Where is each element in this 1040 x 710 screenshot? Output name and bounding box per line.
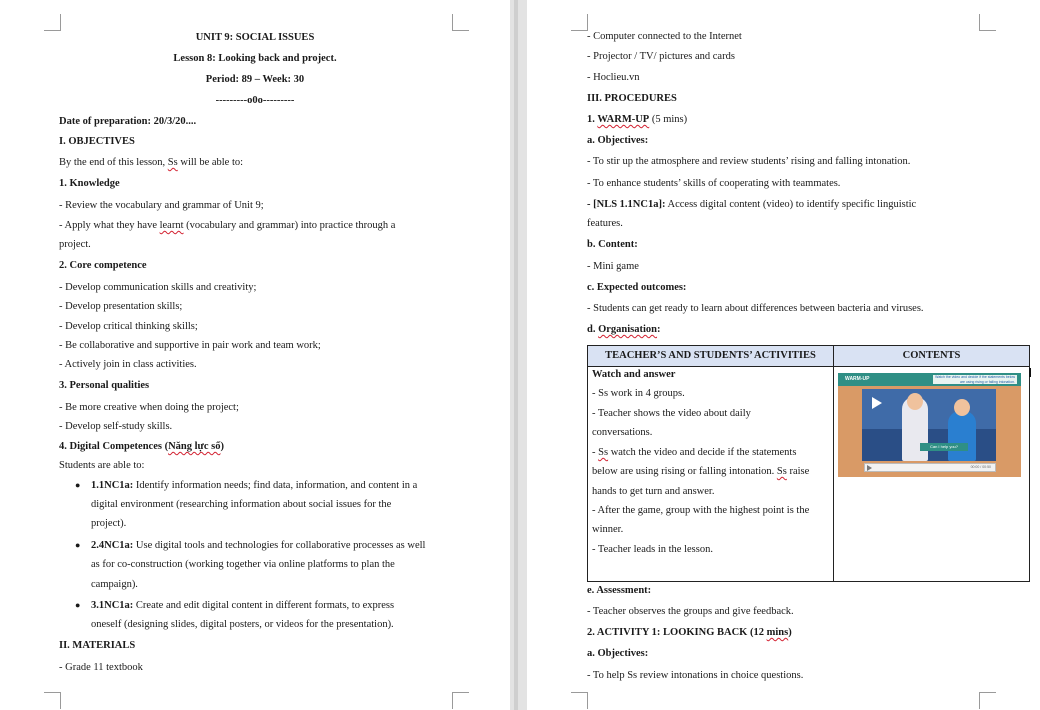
personal-item: - Be more creative when doing the project;	[59, 402, 239, 413]
objectives-heading: I. OBJECTIVES	[59, 136, 135, 147]
objective-item: - To help Ss review intonations in choice questions.	[587, 670, 804, 681]
warmup-video-thumbnail[interactable]	[838, 373, 1021, 477]
materials-item: - Projector / TV/ pictures and cards	[587, 51, 735, 62]
intro-line: By the end of this lesson, Ss will be able to:	[59, 157, 244, 168]
activity1-heading: 2. ACTIVITY 1: LOOKING BACK (12 mins)	[587, 627, 792, 638]
bullet-icon: ●	[75, 480, 81, 490]
corner-mark	[452, 692, 469, 709]
knowledge-item-cont: project.	[59, 239, 91, 250]
bullet-icon: ●	[75, 600, 81, 610]
table-header-activities: TEACHER’S AND STUDENTS’ ACTIVITIES	[588, 346, 834, 367]
objective-item: - To stir up the atmosphere and review students’ rising and falling intonation.	[587, 156, 911, 167]
video-person-woman	[948, 411, 976, 461]
spell-flag: Ss	[598, 447, 609, 458]
competence-bullet-cont: oneself (designing slides, digital posters, or videos for the presentation).	[91, 619, 394, 630]
corner-mark	[44, 14, 61, 31]
spell-flag: Ss	[167, 157, 178, 168]
objectives-label: a. Objectives:	[587, 648, 649, 659]
content-label: b. Content:	[587, 239, 638, 250]
core-item: - Actively join in class activities.	[59, 359, 197, 370]
corner-mark	[571, 14, 588, 31]
objectives-label: a. Objectives:	[587, 135, 649, 146]
activity-line: hands to get turn and answer.	[592, 486, 715, 497]
corner-mark	[452, 14, 469, 31]
activity-line: conversations.	[592, 427, 653, 438]
competence-bullet-cont: digital environment (researching information about social issues for the	[91, 499, 392, 510]
video-person-woman-head	[954, 399, 970, 416]
spell-flag: Ss	[776, 466, 787, 477]
core-competence-heading: 2. Core competence	[59, 260, 147, 271]
spell-flag: learnt	[159, 220, 184, 231]
activity-line: - After the game, group with the highest point is the	[592, 505, 810, 516]
objective-item: - [NLS 1.1NC1a]: Access digital content (video) to identify specific linguistic	[587, 199, 917, 210]
lesson-title: Lesson 8: Looking back and project.	[173, 53, 337, 64]
core-item: - Develop presentation skills;	[59, 301, 183, 312]
content-item: - Mini game	[587, 261, 639, 272]
separator: ---------o0o---------	[215, 95, 295, 106]
activity-title: Watch and answer	[592, 369, 676, 380]
personal-item: - Develop self-study skills.	[59, 421, 173, 432]
activity-line: - Ss work in 4 groups.	[592, 388, 685, 399]
corner-mark	[571, 692, 588, 709]
table-header-contents: CONTENTS	[834, 346, 1029, 367]
video-screen	[862, 389, 996, 461]
spell-flag: Năng lực số	[168, 441, 221, 452]
play-button-icon[interactable]	[867, 465, 872, 471]
video-time: 00:00 / 00:50	[970, 465, 991, 469]
objective-item-cont: features.	[587, 218, 623, 229]
competence-bullet: 2.4NC1a: Use digital tools and technologies for collaborative processes as well	[91, 540, 426, 551]
competence-bullet-cont: project).	[91, 518, 127, 529]
video-subtitle: Can I help you?	[920, 443, 968, 451]
spell-flag: mins	[766, 627, 789, 638]
unit-title: UNIT 9: SOCIAL ISSUES	[195, 32, 315, 43]
play-icon[interactable]	[872, 397, 882, 409]
assessment-label: e. Assessment:	[587, 585, 652, 596]
core-item: - Develop critical thinking skills;	[59, 321, 198, 332]
assessment-item: - Teacher observes the groups and give feedback.	[587, 606, 794, 617]
activity-line: below are using rising or falling intonation. Ss raise	[592, 466, 810, 477]
organisation-label: d. Organisation:	[587, 324, 661, 335]
video-instruction-box	[933, 375, 1017, 384]
knowledge-item: - Review the vocabulary and grammar of Unit 9;	[59, 200, 264, 211]
materials-item: - Grade 11 textbook	[59, 662, 143, 673]
corner-mark	[979, 14, 996, 31]
digital-competences-heading: 4. Digital Competences (Năng lực số)	[59, 441, 224, 452]
video-banner-label: WARM-UP	[845, 376, 870, 382]
video-person-man-head	[907, 393, 923, 410]
personal-qualities-heading: 3. Personal qualities	[59, 380, 150, 391]
outcomes-label: c. Expected outcomes:	[587, 282, 687, 293]
activity-line: - Ss watch the video and decide if the statements	[592, 447, 797, 458]
document-page-left	[0, 0, 510, 710]
spell-flag: WARM-UP	[597, 114, 650, 125]
competence-bullet-cont: campaign).	[91, 579, 138, 590]
competence-bullet: 3.1NC1a: Create and edit digital content in different formats, to express	[91, 600, 395, 611]
activity-line: - Teacher shows the video about daily	[592, 408, 751, 419]
objective-item: - To enhance students’ skills of cooperating with teammates.	[587, 178, 841, 189]
outcomes-item: - Students can get ready to learn about differences between bacteria and viruses.	[587, 303, 924, 314]
table-divider	[833, 367, 834, 581]
period-line: Period: 89 – Week: 30	[205, 74, 305, 85]
corner-mark	[979, 692, 996, 709]
competence-bullet: 1.1NC1a: Identify information needs; find data, information, and content in a	[91, 480, 418, 491]
materials-item: - Computer connected to the Internet	[587, 31, 742, 42]
date-of-preparation: Date of preparation: 20/3/20....	[59, 116, 197, 127]
materials-heading: II. MATERIALS	[59, 640, 136, 651]
page-gutter	[510, 0, 527, 710]
materials-item: - Hoclieu.vn	[587, 72, 640, 83]
spell-flag: Organisation	[598, 324, 658, 335]
text-cursor	[1029, 368, 1031, 377]
video-controls[interactable]	[864, 463, 996, 472]
corner-mark	[44, 692, 61, 709]
core-item: - Develop communication skills and creativity;	[59, 282, 257, 293]
knowledge-item: - Apply what they have learnt (vocabulary and grammar) into practice through a	[59, 220, 396, 231]
competence-bullet-cont: as for co-construction (working together via online platforms to plan the	[91, 559, 395, 570]
activity-line: - Teacher leads in the lesson.	[592, 544, 713, 555]
video-instruction-text: Watch the video and decide if the statements below are using rising or falling intonation.	[935, 375, 1015, 384]
knowledge-heading: 1. Knowledge	[59, 178, 120, 189]
bullet-icon: ●	[75, 540, 81, 550]
core-item: - Be collaborative and supportive in pair work and team work;	[59, 340, 321, 351]
students-able: Students are able to:	[59, 460, 145, 471]
procedures-heading: III. PROCEDURES	[587, 93, 677, 104]
warmup-heading: 1. WARM-UP (5 mins)	[587, 114, 688, 125]
activity-line: winner.	[592, 524, 624, 535]
